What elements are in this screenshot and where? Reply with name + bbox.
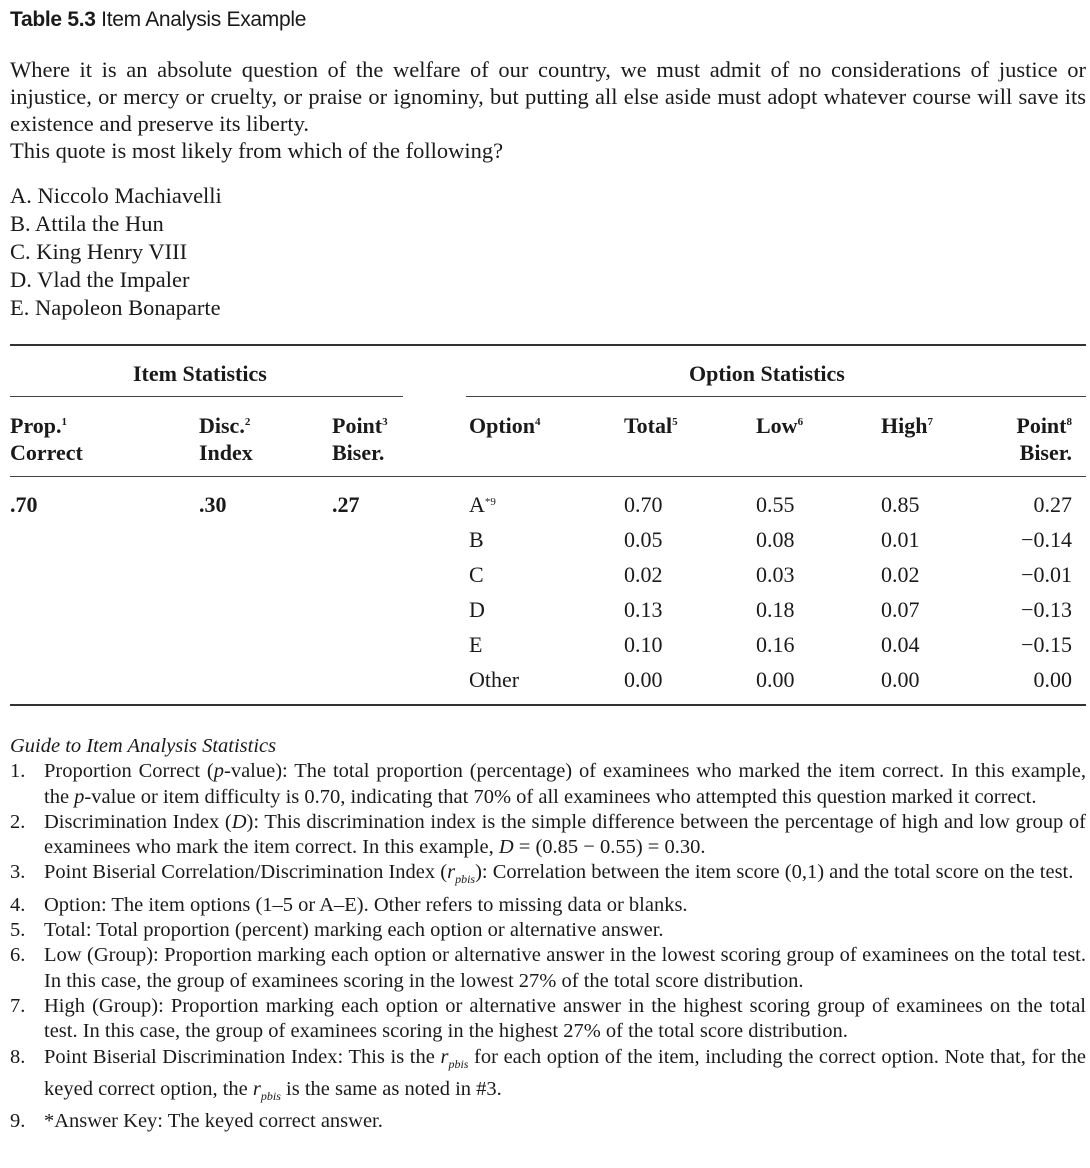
- col-low: Low$^6$: [756, 413, 804, 438]
- row-point-biser: 0.27: [1033, 492, 1072, 517]
- row-high: 0.04: [881, 632, 920, 657]
- row-point-biser: −0.01: [1021, 562, 1072, 587]
- table-bottom-rule: [10, 704, 1086, 706]
- guide-title: Guide to Item Analysis Statistics: [10, 735, 277, 757]
- header-bottom-rule: [10, 476, 1086, 477]
- item-group-rule: [10, 396, 403, 397]
- statistics-guide: [10, 734, 1086, 1135]
- choice-b: B. Attila the Hun: [10, 211, 164, 236]
- row-option: D: [469, 597, 485, 622]
- answer-choices: [10, 182, 222, 322]
- row-low: 0.03: [756, 562, 795, 587]
- row-option: B: [469, 527, 484, 552]
- guide-note-3: 3. Point Biserial Correlation/Discrimination Index $(r_{pbis})$: Correlation between the item score (0,1) and the total score on the test.: [10, 861, 1074, 887]
- caption-title: Item Analysis Example: [101, 8, 307, 31]
- guide-note-4: 4. Option: The item options (1–5 or A–E). Other refers to missing data or blanks.: [10, 893, 688, 916]
- col-disc-index: Disc.$^2$ Index: [199, 413, 253, 465]
- question-prompt: This quote is most likely from which of the following?: [10, 138, 504, 163]
- row-total: 0.05: [624, 527, 663, 552]
- row-total: 0.02: [624, 562, 663, 587]
- guide-note-9: 9. *Answer Key: The keyed correct answer.: [10, 1110, 383, 1133]
- row-low: 0.00: [756, 667, 795, 692]
- item-prop-correct-value: .70: [10, 492, 38, 517]
- col-total: Total$^5$: [624, 413, 678, 438]
- caption-label: Table 5.3: [10, 8, 96, 31]
- col-prop-correct: Prop.$^1$ Correct: [10, 413, 83, 465]
- guide-note-1: 1. Proportion Correct (p-value): The total proportion (percentage) of examinees who marked the item correct. In this example, the p-value or item difficulty is 0.70, indicating that 70% of all examinees who attempted this question marked it correct.: [10, 760, 1086, 808]
- choice-e: E. Napoleon Bonaparte: [10, 295, 221, 320]
- choice-a: A. Niccolo Machiavelli: [10, 183, 222, 208]
- row-high: 0.85: [881, 492, 920, 517]
- row-option: E: [469, 632, 483, 657]
- row-point-biser: −0.14: [1021, 527, 1072, 552]
- row-option: $A^{*9}$: [469, 492, 496, 517]
- guide-note-6: 6. Low (Group): Proportion marking each option or alternative answer in the lowest scoring group of examinees on the total test. In this case, the group of examinees scoring in the lowest 27% of the total score distribution.: [10, 944, 1086, 992]
- guide-note-5: 5. Total: Total proportion (percent) marking each option or alternative answer.: [10, 919, 664, 942]
- col-point-biser: Point$^3$ Biser.: [332, 413, 388, 465]
- row-point-biser: 0.00: [1033, 667, 1072, 692]
- row-high: 0.01: [881, 527, 920, 552]
- item-disc-index-value: .30: [199, 492, 227, 517]
- col-option-point-biser: Point$^8$ Biser.: [1016, 413, 1072, 465]
- option-statistics-header: Option Statistics: [689, 361, 845, 386]
- choice-d: D. Vlad the Impaler: [10, 267, 190, 292]
- row-total: 0.00: [624, 667, 663, 692]
- row-point-biser: −0.13: [1021, 597, 1072, 622]
- col-option: Option$^4$: [469, 413, 541, 438]
- option-group-rule: [466, 396, 1086, 397]
- row-low: 0.18: [756, 597, 795, 622]
- row-low: 0.16: [756, 632, 795, 657]
- col-high: High$^7$: [881, 413, 933, 438]
- row-total: 0.70: [624, 492, 663, 517]
- row-option: Other: [469, 667, 520, 692]
- question-block: [10, 56, 1086, 164]
- item-point-biser-value: .27: [332, 492, 360, 517]
- item-statistics-header: Item Statistics: [133, 361, 267, 386]
- row-high: 0.07: [881, 597, 920, 622]
- row-option: C: [469, 562, 484, 587]
- guide-note-7: 7. High (Group): Proportion marking each option or alternative answer in the highest scoring group of examinees on the total test. In this case, the group of examinees scoring in the highest 27% of the total score distribution.: [10, 995, 1086, 1043]
- table-caption: [10, 8, 306, 32]
- row-low: 0.08: [756, 527, 795, 552]
- table-top-rule: [10, 344, 1086, 346]
- row-total: 0.10: [624, 632, 663, 657]
- choice-c: C. King Henry VIII: [10, 239, 188, 264]
- guide-note-8: 8. Point Biserial Discrimination Index: This is the $r_{pbis}$ for each option of the item, including the correct option. Note that, for the keyed correct option, the $r_{pbis}$ is the same as noted in #3.: [10, 1045, 1087, 1104]
- row-high: 0.02: [881, 562, 920, 587]
- row-high: 0.00: [881, 667, 920, 692]
- row-low: 0.55: [756, 492, 795, 517]
- row-total: 0.13: [624, 597, 663, 622]
- row-point-biser: −0.15: [1021, 632, 1072, 657]
- guide-note-2: 2. Discrimination Index (D): This discrimination index is the simple difference between the percentage of high and low group of examinees who mark the item correct. In this example, D = (0.85 − 0.55) = 0.30.: [10, 810, 1087, 859]
- question-stem: Where it is an absolute question of the welfare of our country, we must admit of no considerations of justice or injustice, or mercy or cruelty, or praise or ignominy, but putting all else aside must adopt whatever course will save its existence and preserve its liberty.: [10, 57, 1086, 136]
